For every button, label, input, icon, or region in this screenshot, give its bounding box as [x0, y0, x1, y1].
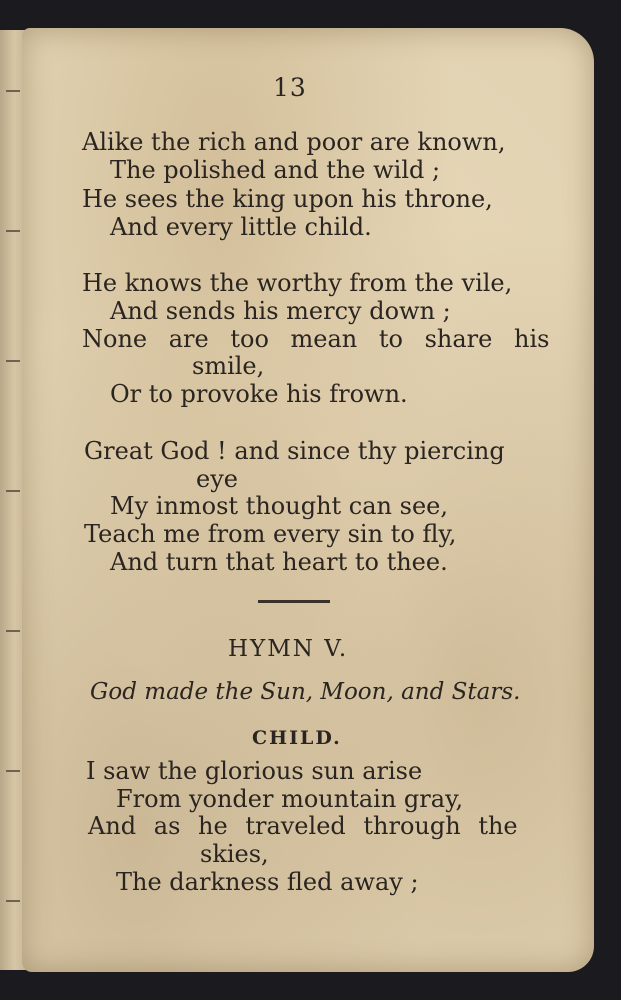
- verse-line: Teach me from every sin to fly,: [84, 520, 457, 548]
- verse-line: And as he traveled through the: [88, 812, 518, 840]
- verse-line: smile,: [192, 352, 265, 380]
- binding-stitch: [6, 900, 20, 902]
- verse-line: Alike the rich and poor are known,: [82, 128, 506, 156]
- verse-line: None are too mean to share his: [82, 325, 550, 353]
- verse-line: I saw the glorious sun arise: [86, 757, 423, 785]
- page-number: 13: [273, 73, 307, 102]
- verse-line: eye: [196, 465, 238, 493]
- verse-line: The darkness fled away ;: [116, 868, 419, 896]
- verse-line: And every little child.: [110, 213, 372, 241]
- verse-line: And turn that heart to thee.: [110, 548, 448, 576]
- binding-stitch: [6, 630, 20, 632]
- hymn-title: HYMN V.: [228, 636, 349, 662]
- speaker-label: CHILD.: [252, 727, 342, 749]
- verse-line: And sends his mercy down ;: [110, 297, 451, 325]
- verse-line: Great God ! and since thy piercing: [84, 437, 505, 465]
- binding-stitch: [6, 90, 20, 92]
- verse-line: Or to provoke his frown.: [110, 380, 408, 408]
- hymn-subtitle: God made the Sun, Moon, and Stars.: [90, 679, 521, 705]
- verse-line: skies,: [200, 840, 269, 868]
- verse-line: He knows the worthy from the vile,: [82, 269, 513, 297]
- binding-stitch: [6, 230, 20, 232]
- binding-stitch: [6, 770, 20, 772]
- binding-stitch: [6, 360, 20, 362]
- section-divider: [258, 600, 330, 603]
- verse-line: My inmost thought can see,: [110, 492, 448, 520]
- verse-line: From yonder mountain gray,: [116, 785, 464, 813]
- verse-line: The polished and the wild ;: [110, 156, 441, 184]
- verse-line: He sees the king upon his throne,: [82, 185, 493, 213]
- binding-stitch: [6, 490, 20, 492]
